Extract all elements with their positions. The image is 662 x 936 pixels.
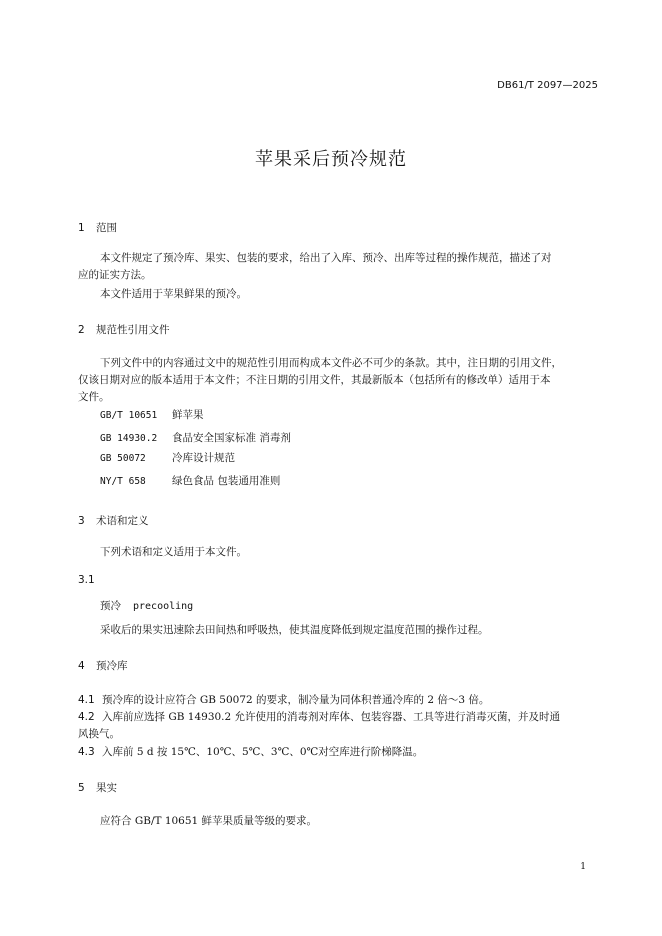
paragraph-line: 下列术语和定义适用于本文件。 xyxy=(100,546,247,558)
section-1-heading xyxy=(78,220,117,235)
clause-4-2 xyxy=(78,709,600,743)
reference-title: 鲜苹果 xyxy=(172,409,204,421)
paragraph-line: 本文件适用于苹果鲜果的预冷。 xyxy=(100,288,247,300)
section-title: 预冷库 xyxy=(96,660,128,672)
document-title: 苹果采后预冷规范 xyxy=(255,149,407,170)
clause-number: 4.2 xyxy=(78,711,95,723)
paragraph-line: 文件。 xyxy=(78,391,110,403)
normative-reference xyxy=(100,407,204,422)
clause-text: 预冷库的设计应符合 GB 50072 的要求，制冷量为同体积普通冷库的 2 倍～3 倍。 xyxy=(102,694,490,706)
clause-text: 入库前应选择 GB 14930.2 允许使用的消毒剂对库体、包装容器、工具等进行消毒灭菌，并及时通 xyxy=(102,711,561,723)
paragraph-line: 本文件规定了预冷库、果实、包装的要求，给出了入库、预冷、出库等过程的操作规范，描述了对 xyxy=(100,252,552,264)
normative-reference xyxy=(100,450,235,465)
term-definition xyxy=(78,622,600,639)
reference-title: 绿色食品 包装通用准则 xyxy=(172,475,281,487)
section-1-paragraph-2 xyxy=(78,286,600,303)
term-entry xyxy=(100,598,193,613)
term-english: precooling xyxy=(133,601,194,612)
clause-text: 入库前 5 d 按 15℃、10℃、5℃、3℃、0℃对空库进行阶梯降温。 xyxy=(102,746,424,758)
paragraph-line: 采收后的果实迅速除去田间热和呼吸热，使其温度降低到规定温度范围的操作过程。 xyxy=(100,624,489,636)
section-title: 范围 xyxy=(96,222,117,234)
normative-reference xyxy=(100,473,280,488)
clause-number: 4.3 xyxy=(78,746,95,758)
reference-title: 食品安全国家标准 消毒剂 xyxy=(172,432,291,444)
section-title: 规范性引用文件 xyxy=(96,324,170,336)
section-title: 果实 xyxy=(96,782,117,794)
section-number: 3 xyxy=(78,515,85,527)
section-number: 2 xyxy=(78,324,85,336)
section-2-paragraph-1 xyxy=(78,355,600,406)
reference-title: 冷库设计规范 xyxy=(172,452,235,464)
section-5-heading xyxy=(78,780,117,795)
section-number: 5 xyxy=(78,782,85,794)
paragraph-line: 下列文件中的内容通过文中的规范性引用而构成本文件必不可少的条款。其中，注日期的引用文件， xyxy=(100,357,562,369)
document-code: DB61/T 2097—2025 xyxy=(497,80,598,91)
paragraph-line: 应的证实方法。 xyxy=(78,269,152,281)
clause-number: 4.1 xyxy=(78,694,95,706)
reference-code: GB/T 10651 xyxy=(100,410,158,421)
clause-text-continued: 风换气。 xyxy=(78,728,120,740)
normative-reference xyxy=(100,430,291,445)
section-3-paragraph-1 xyxy=(78,544,600,561)
term-number: 3.1 xyxy=(78,574,95,586)
section-number: 1 xyxy=(78,222,85,234)
section-number: 4 xyxy=(78,660,85,672)
clause-4-1 xyxy=(78,692,600,709)
section-5-paragraph-1 xyxy=(78,813,600,830)
reference-code: GB 50072 xyxy=(100,453,146,464)
paragraph-line: 应符合 GB/T 10651 鲜苹果质量等级的要求。 xyxy=(100,815,318,827)
section-4-heading xyxy=(78,658,128,673)
reference-code: NY/T 658 xyxy=(100,476,146,487)
clause-4-3 xyxy=(78,744,600,761)
section-3-heading xyxy=(78,513,149,528)
paragraph-line: 仅该日期对应的版本适用于本文件；不注日期的引用文件，其最新版本（包括所有的修改单）适用于本 xyxy=(78,374,551,386)
section-1-paragraph-1 xyxy=(78,250,600,284)
section-2-heading xyxy=(78,322,170,337)
term-chinese: 预冷 xyxy=(100,600,121,612)
page-number: 1 xyxy=(580,862,586,872)
section-title: 术语和定义 xyxy=(96,515,149,527)
reference-code: GB 14930.2 xyxy=(100,433,158,444)
